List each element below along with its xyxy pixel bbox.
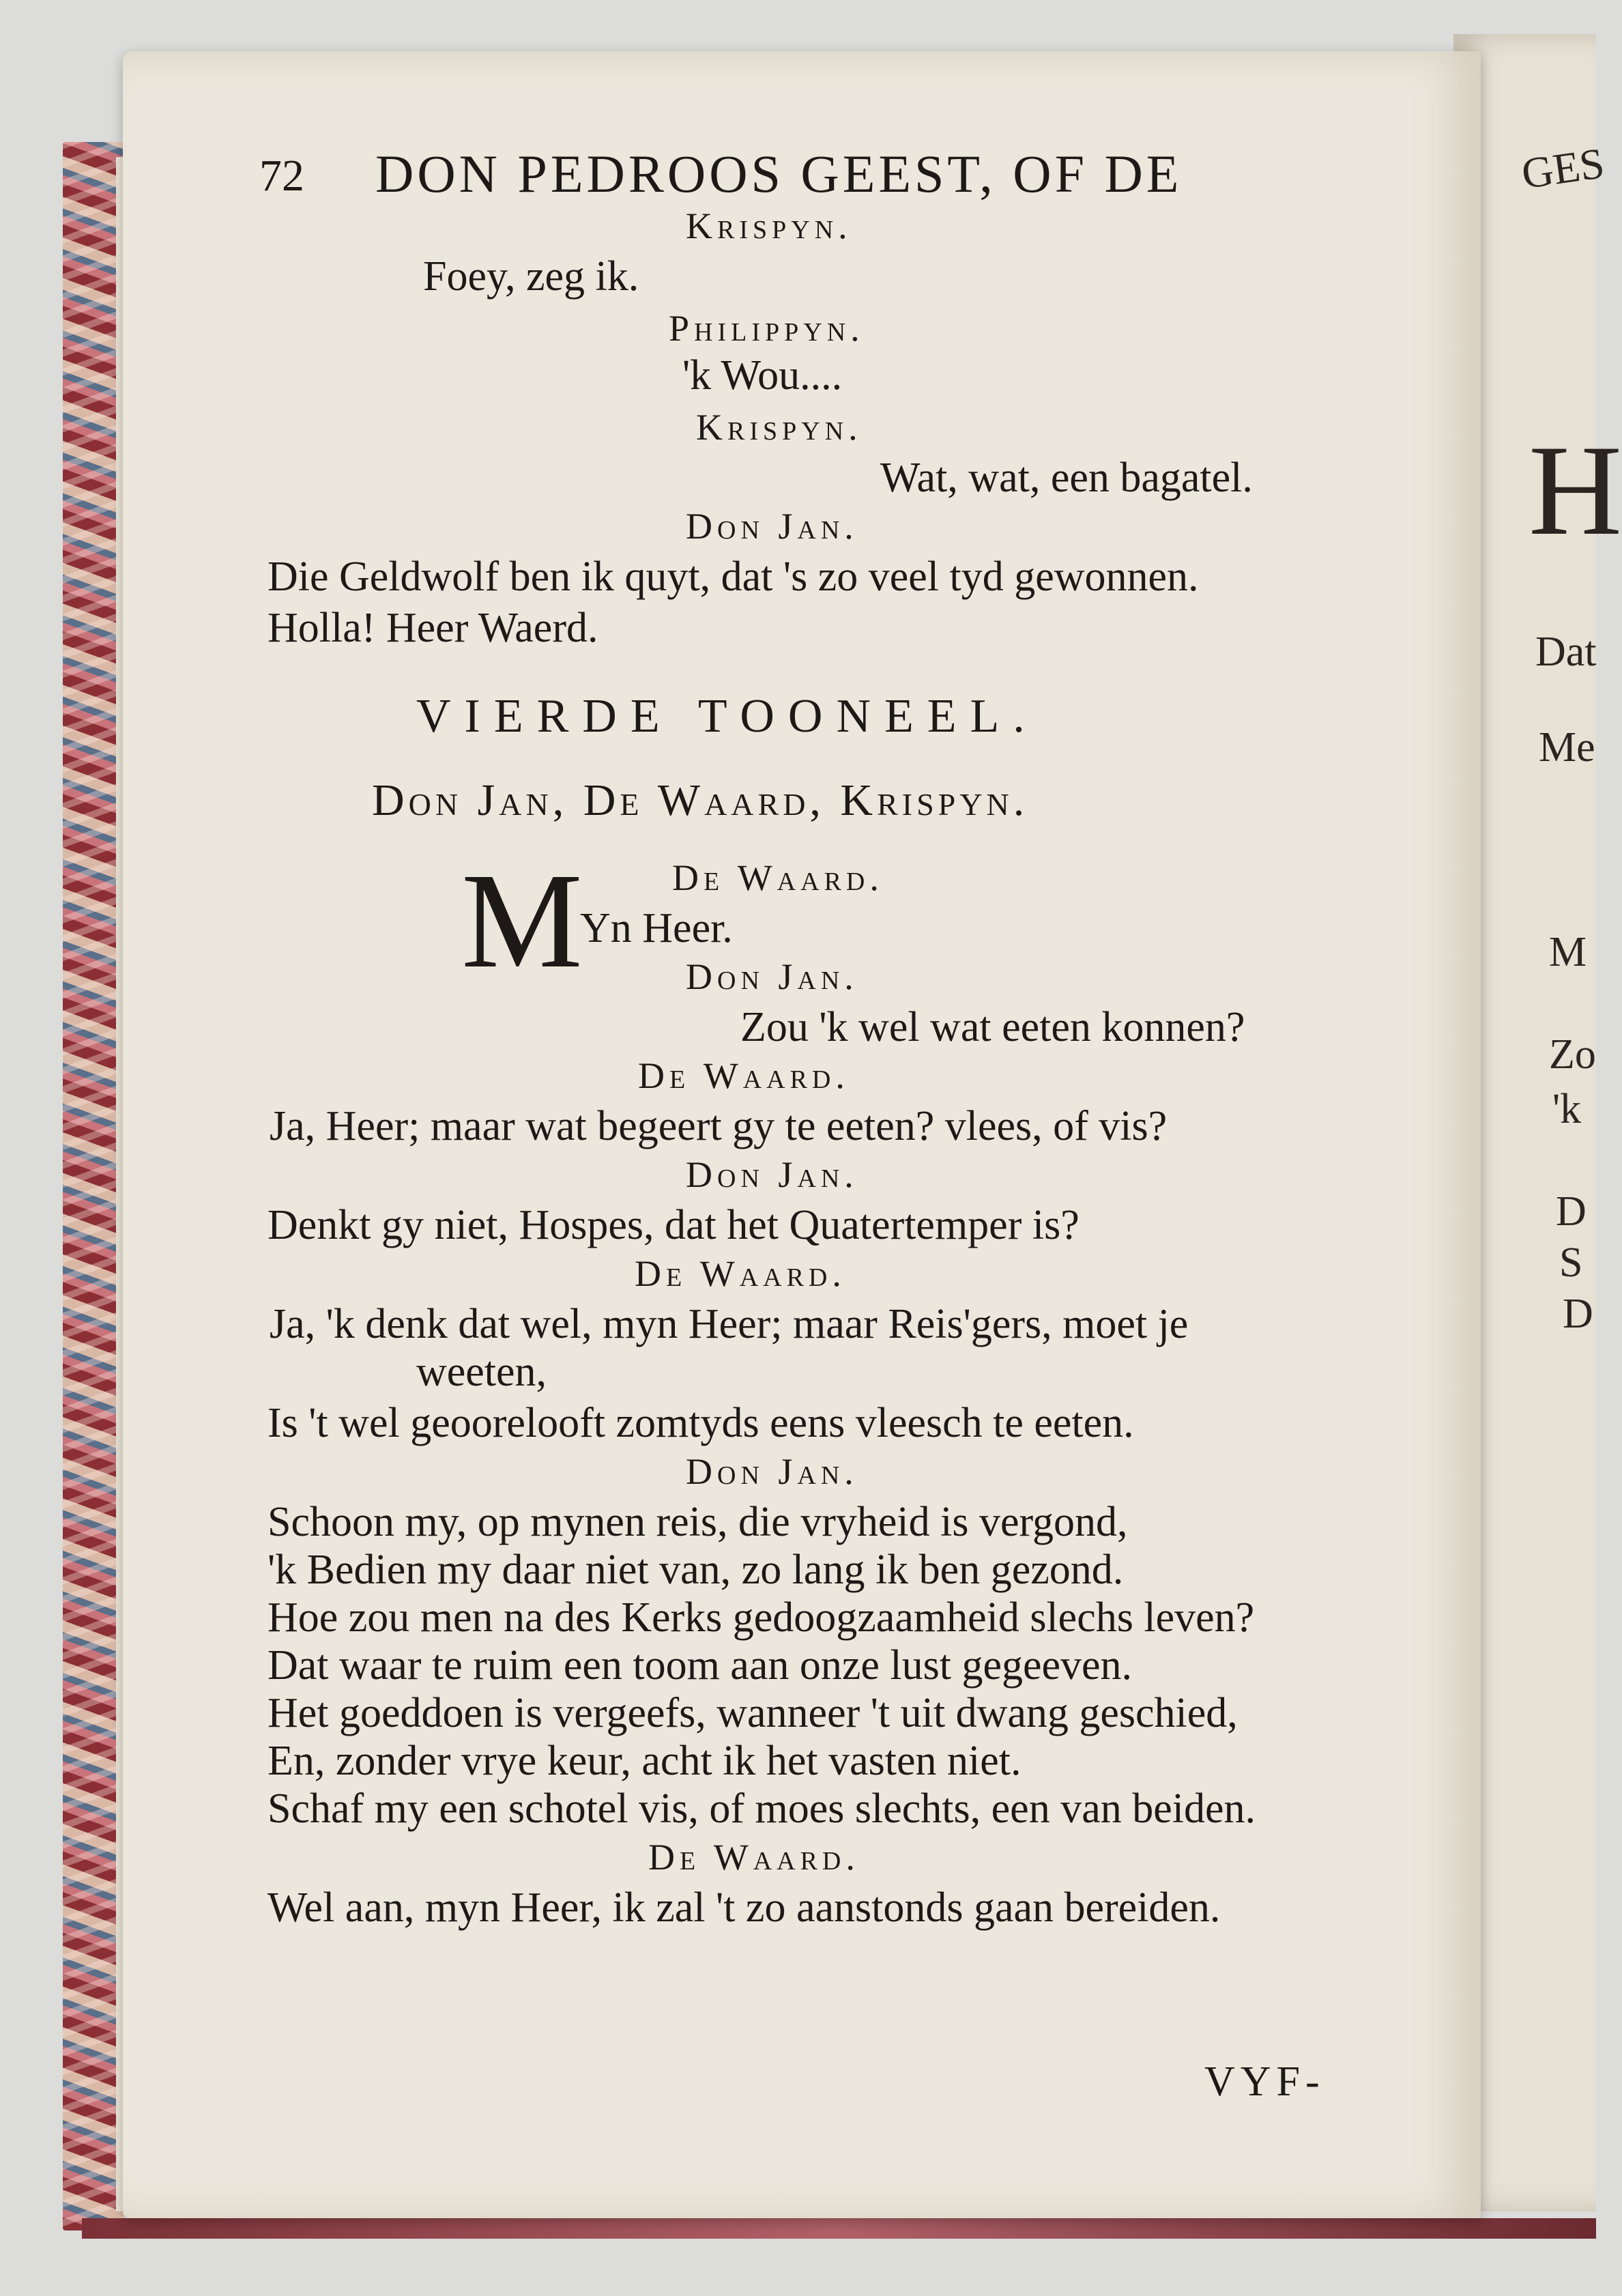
speaker-label: Don Jan. <box>686 1451 858 1492</box>
facing-fragment: D <box>1556 1188 1587 1235</box>
verse-line: Schoon my, op mynen reis, die vryheid is vergond, <box>267 1499 1128 1545</box>
speaker-label: De Waard. <box>638 1055 850 1096</box>
scene-characters: Don Jan, De Waard, Krispyn. <box>372 775 1029 825</box>
verse-line: Ja, 'k denk dat wel, myn Heer; maar Reis'gers, moet je <box>270 1301 1189 1347</box>
book-bottom-edge <box>82 2218 1596 2239</box>
catchword: VYF- <box>1204 2058 1325 2105</box>
verse-line: Ja, Heer; maar wat begeert gy te eeten? vlees, of vis? <box>270 1103 1168 1149</box>
speaker-label: Krispyn. <box>686 205 852 246</box>
verse-line: 'k Bedien my daar niet van, zo lang ik ben gezond. <box>267 1547 1124 1593</box>
facing-fragment: Zo <box>1549 1031 1596 1078</box>
verse-line: En, zonder vrye keur, acht ik het vasten niet. <box>267 1738 1022 1784</box>
verse-line: Holla! Heer Waerd. <box>267 605 598 651</box>
verse-line: Wat, wat, een bagatel. <box>880 455 1253 501</box>
speaker-label: Don Jan. <box>686 1154 858 1195</box>
speaker-label: De Waard. <box>635 1253 846 1294</box>
facing-fragment: GES <box>1518 138 1608 199</box>
facing-fragment: S <box>1559 1239 1583 1286</box>
running-title: DON PEDROOS GEEST, OF DE <box>375 144 1183 203</box>
verse-line: weeten, <box>416 1349 547 1395</box>
speaker-label: Don Jan. <box>686 506 858 547</box>
facing-fragment: M <box>1549 929 1587 975</box>
facing-fragment: Me <box>1539 724 1595 771</box>
verse-line: Het goeddoen is vergeefs, wanneer 't uit dwang geschied, <box>267 1690 1238 1736</box>
verse-line: Is 't wel geoorelooft zomtyds eens vleesch te eeten. <box>267 1400 1134 1446</box>
verse-line: Zou 'k wel wat eeten konnen? <box>740 1004 1245 1050</box>
verse-line: Hoe zou men na des Kerks gedoogzaamheid slechs leven? <box>267 1594 1255 1641</box>
verse-line: Dat waar te ruim een toom aan onze lust gegeeven. <box>267 1642 1133 1689</box>
speaker-label: Don Jan. <box>686 956 858 997</box>
drop-cap: M <box>461 846 583 996</box>
verse-line: Die Geldwolf ben ik quyt, dat 's zo veel tyd gewonnen. <box>267 554 1199 600</box>
scene-title: VIERDE TOONEEL. <box>416 690 1039 743</box>
facing-fragment: 'k <box>1552 1086 1582 1132</box>
verse-line: Yn Heer. <box>580 905 733 951</box>
marbled-edge <box>63 142 124 2230</box>
facing-fragment: D <box>1563 1291 1593 1337</box>
facing-fragment: H <box>1529 419 1622 562</box>
speaker-label: Krispyn. <box>696 407 863 448</box>
verse-line: 'k Wou.... <box>682 352 843 399</box>
verse-line: Wel aan, myn Heer, ik zal 't zo aanstonds gaan bereiden. <box>267 1884 1221 1931</box>
speaker-label: De Waard. <box>672 857 884 898</box>
page-number: 72 <box>259 151 304 201</box>
verse-line: Denkt gy niet, Hospes, dat het Quatertemper is? <box>267 1202 1080 1248</box>
speaker-label: De Waard. <box>648 1837 860 1878</box>
facing-fragment: Dat <box>1535 629 1597 675</box>
verse-line: Schaf my een schotel vis, of moes slechts, een van beiden. <box>267 1785 1256 1832</box>
speaker-label: Philippyn. <box>669 308 865 349</box>
verse-line: Foey, zeg ik. <box>423 253 639 300</box>
